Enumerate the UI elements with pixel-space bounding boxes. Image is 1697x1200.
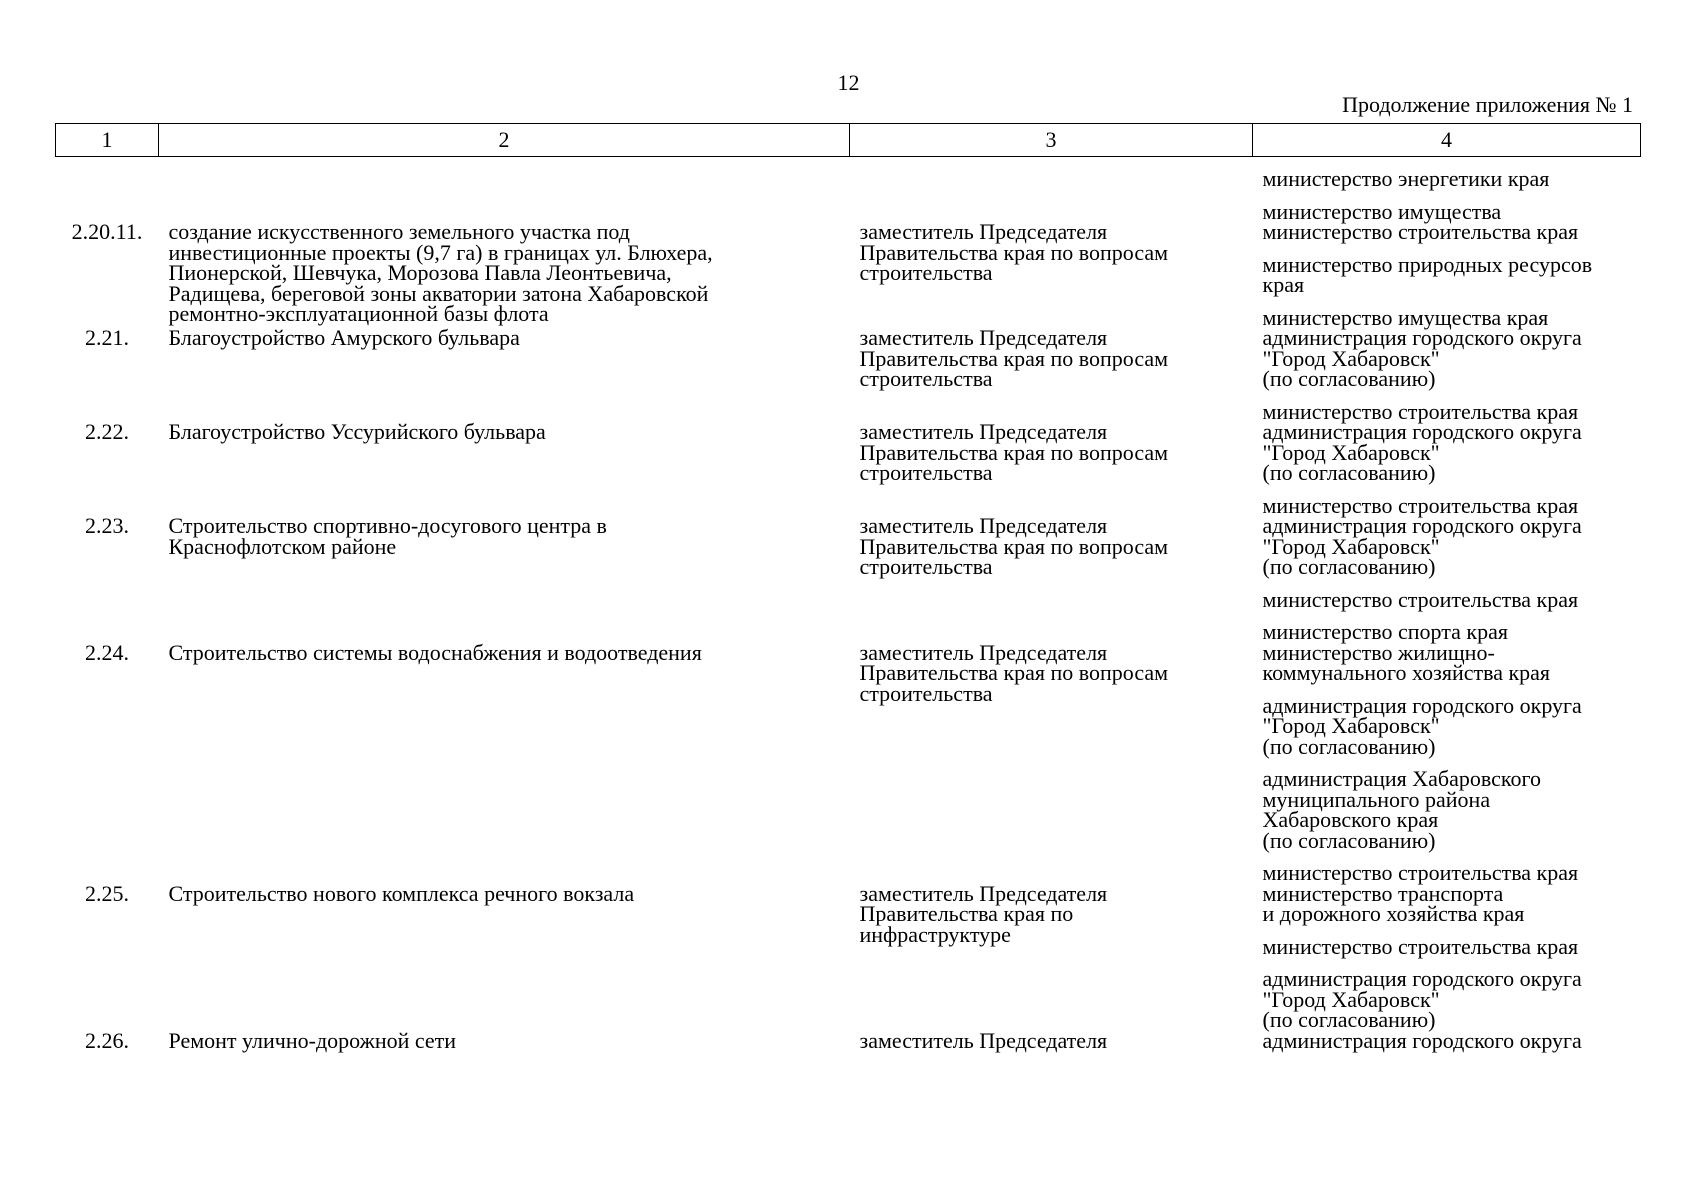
table-row [56,169,1641,222]
executor-item: администрация Хабаровского муниципального района Хабаровского края (по согласованию) [1262,766,1541,853]
measure-name: создание искусственного земельного участка под инвестиционные проекты (9,7 га) в границах ул. Блюхера, Пионерской, Шевчука, Морозова Павла Леонтьевича, Радищева, береговой зоны акватории затона Хабаровской ремонтно-эксплуатационной базы флота [168,219,713,326]
responsible-person: заместитель Председателя Правительства края по вопросам строительства [859,513,1169,579]
responsible-person [850,169,1253,222]
executor-item: министерство строительства края [1262,933,1579,959]
executor-item: администрация городского округа "Город Хабаровск" (по согласованию) [1262,513,1582,579]
measure-name: Строительство системы водоснабжения и водоотведения [168,639,702,665]
executor-item: администрация городского округа "Город Хабаровск" (по согласованию) [1262,692,1582,759]
table-row [56,1031,1641,1052]
table-header-row [56,124,1641,157]
executor-item: министерство имущества края [1262,304,1549,330]
measure-name: Благоустройство Амурского бульвара [168,325,520,350]
table-row [56,643,1641,884]
executor-item: министерство спорта края [1262,619,1508,644]
measure-name: Строительство спортивно-досугового центра в Краснофлотском районе [168,513,607,559]
measure-name: Строительство нового комплекса речного вокзала [168,880,635,906]
row-number: 2.25. [85,880,129,906]
row-number: 2.26. [85,1027,129,1053]
executors-cell [1253,419,1641,518]
executor-item: министерство строительства края [1262,586,1579,612]
responsible-person: заместитель Председателя Правительства края по вопросам строительства [859,325,1169,391]
table-row [56,516,1641,643]
executors-cell [1253,880,1641,1032]
row-number: 2.23. [85,513,129,538]
responsible-person: заместитель Председателя Правительства края по инфраструктуре [859,880,1108,947]
row-number: 2.20.11. [71,219,143,244]
executor-item: министерство транспорта и дорожного хозяйства края [1262,880,1525,926]
executor-item: министерство строительства края [1262,492,1579,518]
page-number: 12 [837,70,860,95]
row-number: 2.22. [85,419,129,444]
table-row [56,328,1641,422]
executors-cell [1253,166,1641,224]
executor-item: администрация городского округа [1262,1027,1582,1053]
executors-cell [1253,513,1641,644]
executor-item: министерство строительства края [1262,219,1579,244]
executors-cell [1253,1027,1641,1053]
table-row [56,222,1641,328]
header-col-4: 4 [1253,124,1641,157]
responsible-person: заместитель Председателя Правительства края по вопросам строительства [859,219,1169,285]
table-row [56,884,1641,1031]
executors-cell [1253,219,1641,330]
table-row [56,422,1641,516]
appendix-table [55,123,1641,1051]
header-col-1: 1 [56,124,159,157]
header-col-3: 3 [850,124,1253,157]
row-number [56,169,159,222]
row-number: 2.24. [85,639,129,665]
executor-item: администрация городского округа "Город Хабаровск" (по согласованию) [1262,325,1582,391]
executor-item: министерство строительства края [1262,398,1579,424]
executor-item: министерство природных ресурсов края [1262,251,1593,297]
executor-item: министерство энергетики края [1262,166,1550,191]
row-number: 2.21. [85,325,129,350]
executors-cell [1253,325,1641,424]
responsible-person: заместитель Председателя [859,1027,1108,1053]
responsible-person: заместитель Председателя Правительства края по вопросам строительства [859,639,1169,706]
executor-item: администрация городского округа "Город Хабаровск" (по согласованию) [1262,419,1582,485]
measure-name: Благоустройство Уссурийского бульвара [168,419,546,444]
executor-item: министерство имущества [1262,198,1502,224]
executor-item: министерство жилищно- коммунального хозяйства края [1262,639,1551,685]
header-col-2: 2 [159,124,850,157]
continuation-label: Продолжение приложения № 1 [1342,92,1633,117]
responsible-person: заместитель Председателя Правительства края по вопросам строительства [859,419,1169,485]
executor-item: администрация городского округа "Город Хабаровск" (по согласованию) [1262,966,1582,1032]
measure-name [159,169,850,222]
measure-name: Ремонт улично-дорожной сети [168,1027,457,1053]
executors-cell [1253,639,1641,885]
executor-item: министерство строительства края [1262,860,1579,885]
